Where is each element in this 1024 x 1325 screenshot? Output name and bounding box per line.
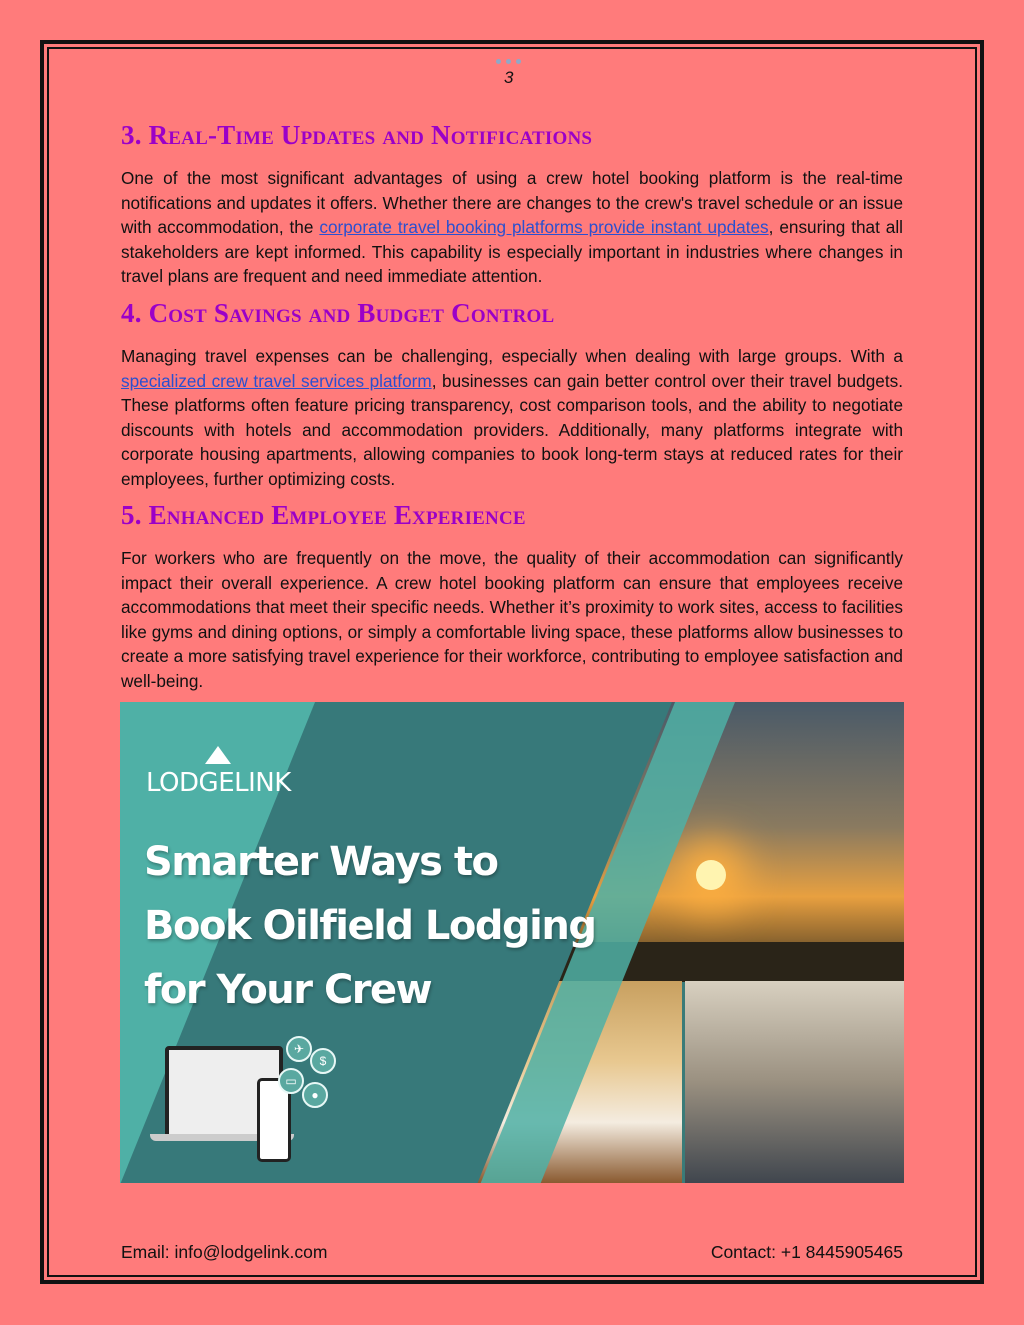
lodgelink-logo: LODGELINK <box>146 768 291 798</box>
section-text-experience: For workers who are frequently on the move, the quality of their accommodation can significantly impact their overall experience. A crew hotel booking platform can ensure that employees receive accommodations that meet their specific needs. Whether it’s proximity to work sites, access to facilities like gyms and dining options, or simply a comfortable living space, these platforms allow businesses to create a more satisfying travel experience for their workforce, contributing to employee satisfaction and well-being. <box>121 548 903 691</box>
text: , businesses can gain better control over their travel budgets. These platforms often feature pricing transparency, cost comparison tools, and the ability to negotiate discounts with hotels and accommodation providers. Additionally, many platforms integrate with corporate housing apartments, allowing companies to book long-term stays at reduced rates for their employees, further optimizing costs. <box>121 370 903 489</box>
footer-email: Email: info@lodgelink.com <box>121 1242 328 1262</box>
section-text-realtime <box>121 166 903 289</box>
headline-line: Smarter Ways to <box>144 839 498 885</box>
header-dots <box>496 59 521 64</box>
document-icon: $ <box>310 1048 336 1074</box>
headline-line: Book Oilfield Lodging <box>144 903 596 949</box>
banner-headline <box>144 830 595 1022</box>
section-heading-realtime: 3. Real-Time Updates and Notifications <box>121 120 593 150</box>
text: Managing travel expenses can be challenging, especially when dealing with large groups. With a <box>121 346 903 366</box>
headline-line: for Your Crew <box>144 967 432 1013</box>
lodgelink-banner-image <box>120 702 904 1183</box>
bed-icon: ▭ <box>278 1068 304 1094</box>
footer-contact: Contact: +1 8445905465 <box>710 1242 903 1262</box>
crew-checkin-photo <box>685 981 904 1183</box>
page-number: 3 <box>504 68 514 87</box>
worker-icon: ● <box>302 1082 328 1108</box>
plane-icon: ✈ <box>286 1036 312 1062</box>
section-text-cost <box>121 344 903 491</box>
section-heading-cost: 4. Cost Savings and Budget Control <box>121 298 555 328</box>
crew-travel-link[interactable]: specialized crew travel services platform <box>121 370 432 391</box>
section-heading-experience: 5. Enhanced Employee Experience <box>121 500 526 530</box>
lodgelink-logo-icon <box>205 746 231 764</box>
corporate-travel-link[interactable]: corporate travel booking platforms provide instant updates <box>319 217 769 237</box>
text: One of the most significant advantages of using a crew hotel booking platform is the real-time notifications and updates it offers. Whether there are changes to the crew's travel schedule or an issue with accommodation, the <box>121 168 903 237</box>
text: , ensuring that all stakeholders are kept informed. This capability is especially important in industries where changes in travel plans are frequent and need immediate attention. <box>121 217 903 286</box>
